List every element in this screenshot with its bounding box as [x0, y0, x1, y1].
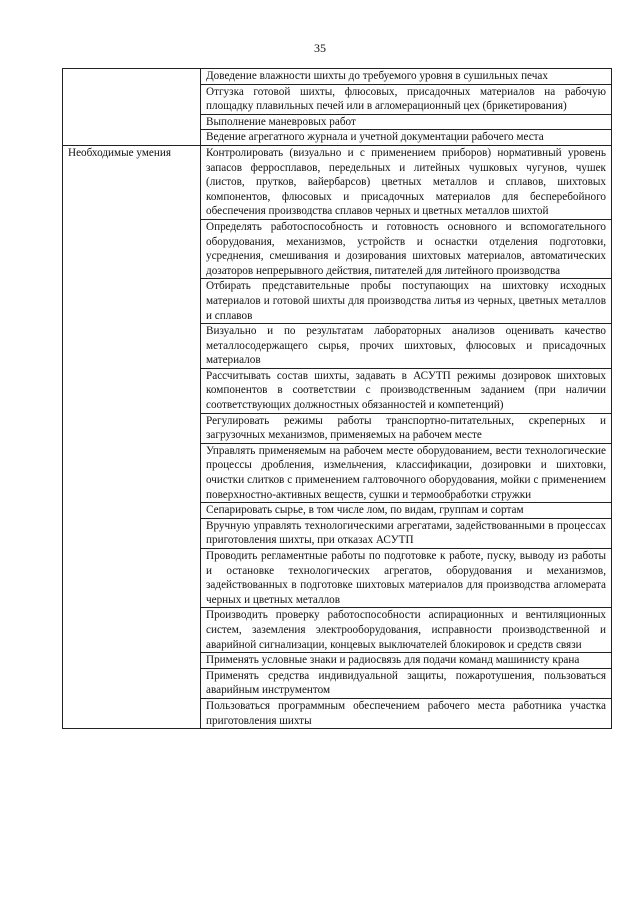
skill-item: Отбирать представительные пробы поступающих на шихтовку исходных материалов и готовой шихты для производства литья из черных, цветных металлов и сплавов [201, 279, 612, 324]
action-item: Доведение влажности шихты до требуемого уровня в сушильных печах [201, 69, 612, 85]
skill-item: Проводить регламентные работы по подготовке к работе, пуску, выводу из работы и остановке технологических агрегатов, оборудования и механизмов, задействованных в подготовке шихтовых материалов для производства агломерата черных и цветных металлов [201, 549, 612, 608]
skill-item: Управлять применяемым на рабочем месте оборудованием, вести технологические процессы дробления, измельчения, классификации, дозировки и шихтовки, очистки слитков с применением галтовочного оборудования, мойки с применением поверхностно-активных веществ, сушки и термообработки стружки [201, 443, 612, 502]
action-item: Выполнение маневровых работ [201, 114, 612, 130]
action-item: Отгузка готовой шихты, флюсовых, присадочных материалов на рабочую площадку плавильных печей или в агломерационный цех (брикетирования) [201, 84, 612, 114]
skill-item: Контролировать (визуально и с применением приборов) нормативный уровень запасов ферросплавов, передельных и литейных чушковых чугунов, чушек (листов, прутков, вайербарсов) цветных металлов и сплавов, шихтовых компонентов, флюсовых и присадочных материалов для бесперебойного обеспечения производства сплавов черных и цветных металлов шихтой [201, 145, 612, 219]
skill-item: Рассчитывать состав шихты, задавать в АСУТП режимы дозировок шихтовых компонентов в соответствии с производственным заданием (при наличии соответствующих должностных обязанностей и компетенций) [201, 368, 612, 413]
skill-item: Регулировать режимы работы транспортно-питательных, скреперных и загрузочных механизмов, применяемых на рабочем месте [201, 413, 612, 443]
skills-table [62, 68, 612, 729]
table-row [63, 145, 612, 219]
skill-item: Определять работоспособность и готовность основного и вспомогательного оборудования, механизмов, устройств и оснастки отделения подготовки, усреднения, смешивания и дозирования шихтовых материалов, автоматических дозаторов непрерывного действия, питателей для литейного производства [201, 219, 612, 278]
skill-item: Пользоваться программным обеспечением рабочего места работника участка приготовления шихты [201, 698, 612, 728]
skill-item: Производить проверку работоспособности аспирационных и вентиляционных систем, заземления электрооборудования, исправности производственной и аварийной сигнализации, концевых выключателей блокировок и средств связи [201, 608, 612, 653]
page-number: 35 [314, 41, 326, 55]
section-label-skills: Необходимые умения [63, 145, 201, 728]
section-label [63, 69, 201, 146]
skill-item: Применять условные знаки и радиосвязь для подачи команд машинисту крана [201, 653, 612, 669]
skill-item: Вручную управлять технологическими агрегатами, задействованными в процессах приготовления шихты, при отказах АСУТП [201, 518, 612, 548]
skill-item: Визуально и по результатам лабораторных анализов оценивать качество металлосодержащего сырья, прочих шихтовых, флюсовых и присадочных материалов [201, 324, 612, 369]
table-row [63, 69, 612, 85]
action-item: Ведение агрегатного журнала и учетной документации рабочего места [201, 130, 612, 146]
skill-item: Применять средства индивидуальной защиты, пожаротушения, пользоваться аварийным инструментом [201, 668, 612, 698]
skill-item: Сепарировать сырье, в том числе лом, по видам, группам и сортам [201, 503, 612, 519]
